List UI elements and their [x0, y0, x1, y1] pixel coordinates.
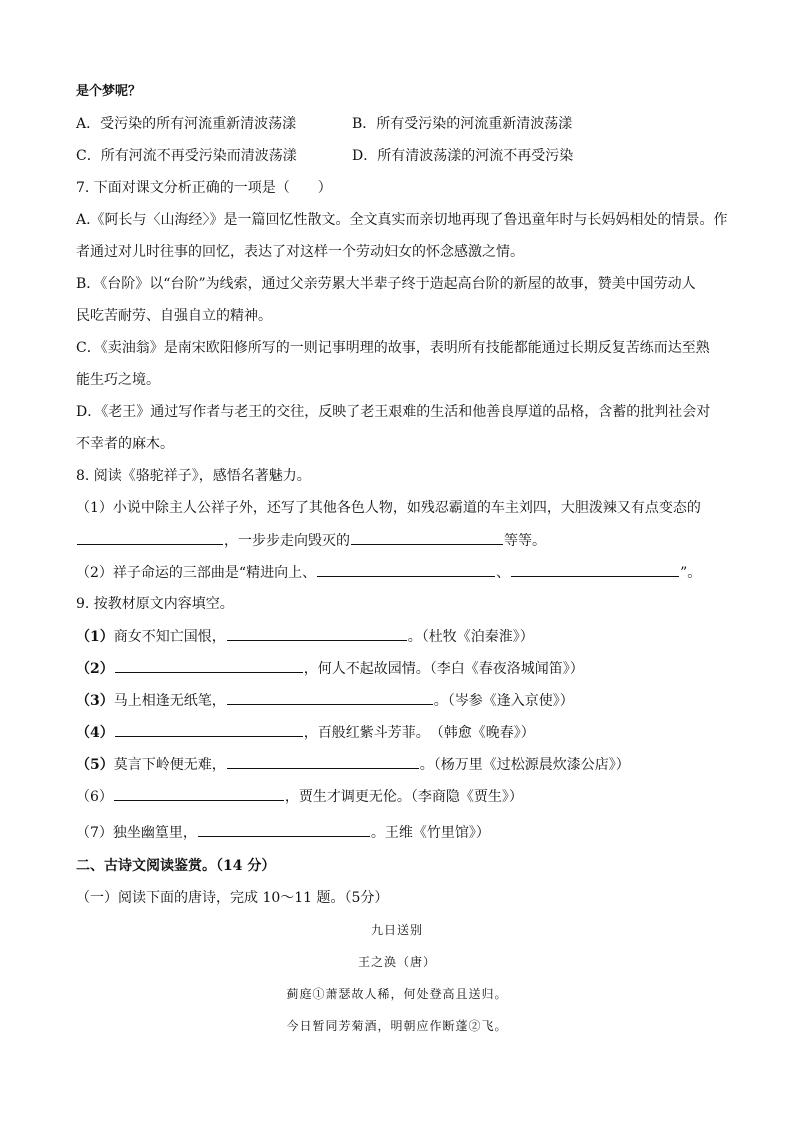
answer-blank[interactable] — [198, 822, 370, 837]
q9-item-7 — [76, 822, 724, 843]
q9-item-6 — [76, 786, 724, 807]
answer-blank[interactable] — [114, 786, 284, 801]
q6-option-a: A．受污染的所有河流重新清波荡漾 — [76, 116, 297, 132]
answer-blank[interactable] — [115, 658, 303, 673]
q8-part-2-sep: 、 — [496, 565, 511, 581]
q9-item-5-source: 。（杨万里《过松源晨炊漆公店》） — [419, 757, 630, 773]
q9-item-6-source: ，贾生才调更无伦。（李商隐《贾生》） — [284, 789, 523, 805]
q7-option-c-line-1: C．《卖油翁》是南宋欧阳修所写的一则记事明理的故事，表明所有技能都能通过长期反复苦练而达至熟 — [76, 340, 710, 356]
answer-blank[interactable] — [227, 754, 419, 769]
q6-option-c: C．所有河流不再受污染而清波荡漾 — [76, 148, 297, 164]
q8-part-2-start: （2）祥子命运的三部曲是“精进向上、 — [76, 565, 317, 581]
q9-item-7-source: 。王维《竹里馆》） — [370, 825, 490, 841]
q7-option-d-line-2: 不幸者的麻木。 — [76, 436, 174, 452]
q9-item-5-text: 莫言下岭便无难， — [113, 757, 226, 773]
section-2-subtitle: （一）阅读下面的唐诗，完成 10～11 题。（5分） — [76, 890, 389, 906]
poem-title: 九日送别 — [370, 923, 423, 937]
q9-item-6-number: （6） — [76, 789, 113, 805]
q9-item-5 — [76, 754, 724, 775]
q7-option-d-line-1: D．《老王》通过写作者与老王的交往，反映了老王艰难的生活和他善良厚道的品格，含蓄的批判社会对 — [76, 404, 711, 420]
q8-part-1-end: 等等。 — [504, 533, 546, 549]
q6-option-d: D．所有清波荡漾的河流不再受污染 — [352, 148, 574, 164]
answer-blank[interactable] — [115, 722, 303, 737]
q8-part-2-end: ”。 — [680, 565, 702, 581]
answer-blank[interactable] — [317, 562, 495, 577]
q9-stem: 9. 按教材原文内容填空。 — [76, 596, 234, 612]
q9-item-2 — [76, 658, 724, 679]
answer-blank[interactable] — [77, 530, 223, 545]
q9-item-1-text: 商女不知亡国恨， — [113, 629, 226, 645]
poem-line-1: 蓟庭①萧瑟故人稀，何处登高且送归。 — [286, 987, 508, 1001]
q7-option-b-line-1: B．《台阶》以“台阶”为线索，通过父亲劳累大半辈子终于造起高台阶的新屋的故事，赞美中国劳动人 — [76, 276, 696, 292]
q9-item-4 — [76, 722, 724, 743]
q7-option-b-line-2: 民吃苦耐劳、自强自立的精神。 — [76, 308, 272, 324]
q7-stem: 7. 下面对课文分析正确的一项是（ ） — [76, 180, 332, 196]
poem-line-2: 今日暂同芳菊酒，明朝应作断蓬②飞。 — [286, 1019, 508, 1033]
q9-item-5-number: （5） — [76, 757, 114, 773]
section-2-title: 二、古诗文阅读鉴赏。（14 分） — [76, 858, 276, 874]
q7-option-a-line-1: A.《阿长与〈山海经〉》是一篇回忆性散文。全文真实而亲切地再现了鲁迅童年时与长妈妈相处的情景。作 — [76, 212, 728, 228]
q9-item-7-number: （7） — [76, 825, 113, 841]
q9-item-2-source: ，何人不起故园情。（李白《春夜洛城闻笛》） — [303, 661, 584, 677]
q9-item-7-text: 独坐幽篁里， — [112, 825, 197, 841]
q8-stem: 8. 阅读《骆驼祥子》，感悟名著魅力。 — [76, 468, 311, 484]
answer-blank[interactable] — [227, 626, 407, 641]
q9-item-3-source: 。（岑参《逢入京使》） — [433, 693, 574, 709]
answer-blank[interactable] — [227, 690, 433, 705]
poem-author: 王之涣（唐） — [357, 955, 436, 969]
q6-options-row-2 — [76, 146, 724, 166]
q6-option-b: B．所有受污染的河流重新清波荡漾 — [352, 116, 573, 132]
q7-option-a-line-2: 者通过对儿时往事的回忆，表达了对这样一个劳动妇女的怀念感激之情。 — [76, 244, 524, 260]
q7-option-c-line-2: 能生巧之境。 — [76, 372, 160, 388]
q6-options-row-1 — [76, 114, 724, 134]
answer-blank[interactable] — [511, 562, 679, 577]
answer-blank[interactable] — [351, 530, 503, 545]
q9-item-4-number: （4） — [76, 725, 114, 741]
q9-item-3-number: （3） — [76, 693, 114, 709]
q8-part-1-blanks — [76, 530, 724, 551]
q8-part-1: （1）小说中除主人公祥子外，还写了其他各色人物，如残忍霸道的车主刘四，大胆泼辣又有点变态的 — [76, 500, 701, 516]
q9-item-2-number: （2） — [76, 661, 114, 677]
q9-item-1-source: 。（杜牧《泊秦淮》） — [407, 629, 534, 645]
q8-part-1-mid: ，一步步走向毁灭的 — [224, 533, 350, 549]
q9-item-3 — [76, 690, 724, 711]
q9-item-1 — [76, 626, 724, 647]
q9-item-1-number: （1） — [76, 629, 114, 645]
q8-part-2 — [76, 562, 724, 583]
q6-tail: 是个梦呢？ — [76, 84, 142, 99]
q9-item-3-text: 马上相逢无纸笔， — [113, 693, 226, 709]
q9-item-4-source: ，百般红紫斗芳菲。 （韩愈《晚春》） — [303, 725, 535, 741]
